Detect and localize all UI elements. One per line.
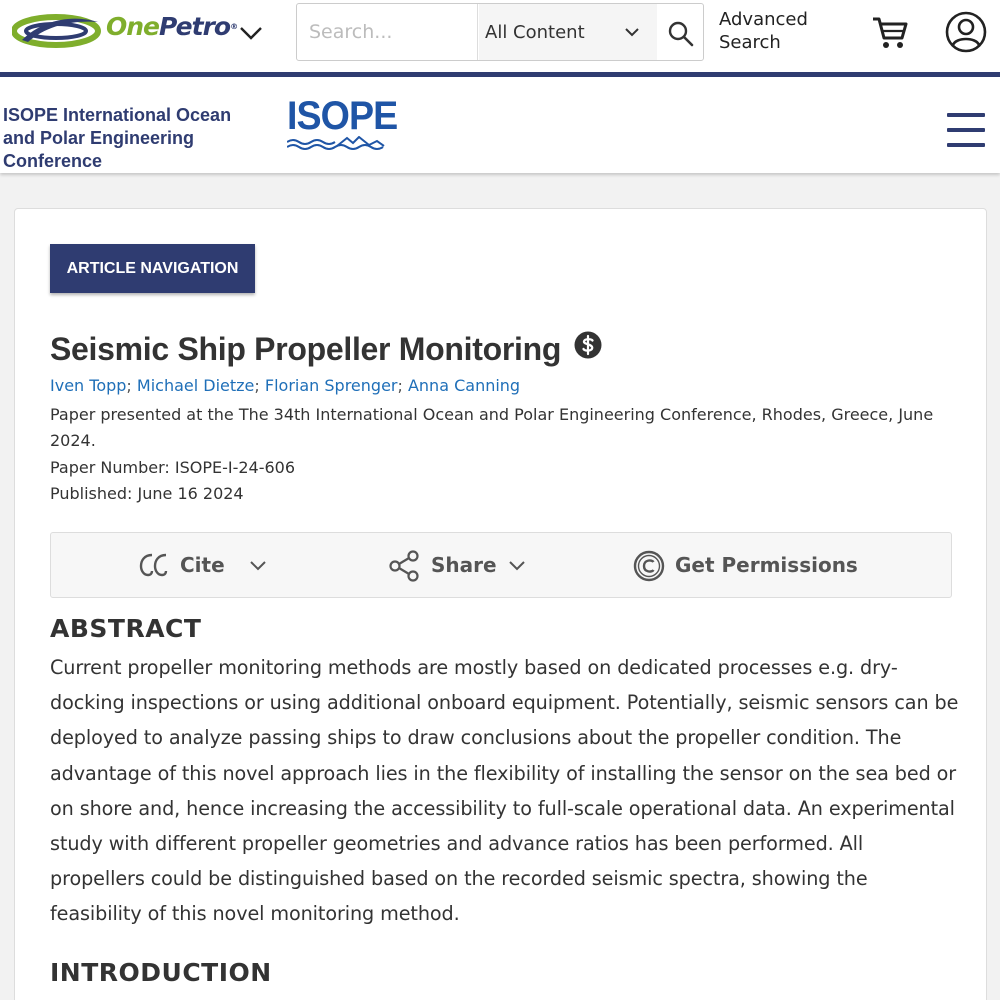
- article-title-row: [50, 329, 602, 369]
- share-label: Share: [431, 553, 497, 577]
- chevron-down-icon: [249, 559, 267, 573]
- logo-part-petro: Petro: [159, 12, 231, 41]
- onepetro-wordmark: [106, 13, 237, 41]
- copyright-icon: [633, 550, 665, 582]
- search-scope-value: All Content: [485, 22, 585, 43]
- get-permissions-button[interactable]: [633, 533, 873, 597]
- article-title: Seismic Ship Propeller Monitoring: [50, 331, 562, 367]
- isope-logo-text: ISOPE: [287, 94, 398, 138]
- published-date: Published: June 16 2024: [50, 484, 244, 503]
- author-separator: ;: [397, 376, 408, 395]
- search-bar: [296, 3, 704, 61]
- site-switcher-chevron-down-icon[interactable]: [238, 20, 264, 46]
- introduction-heading: INTRODUCTION: [50, 958, 272, 987]
- get-permissions-label: Get Permissions: [675, 553, 858, 577]
- advanced-search-line1: Advanced: [719, 9, 808, 30]
- author-separator: ;: [254, 376, 265, 395]
- isope-logo[interactable]: [287, 94, 398, 156]
- article-navigation-button[interactable]: ARTICLE NAVIGATION: [50, 244, 255, 293]
- author-link[interactable]: Anna Canning: [407, 376, 521, 395]
- cite-label: Cite: [180, 553, 225, 577]
- author-link[interactable]: Iven Topp: [50, 376, 127, 395]
- chevron-down-icon: [624, 24, 640, 40]
- share-icon: [389, 550, 421, 582]
- user-icon[interactable]: [944, 10, 988, 54]
- author-list: [50, 375, 520, 397]
- cite-button[interactable]: [139, 533, 269, 597]
- author-link[interactable]: Michael Dietze: [136, 376, 255, 395]
- waves-icon: [287, 136, 385, 152]
- top-header: [0, 0, 1000, 74]
- search-input[interactable]: [297, 4, 478, 60]
- author-link[interactable]: Florian Sprenger: [264, 376, 398, 395]
- advanced-search-link[interactable]: [719, 8, 829, 54]
- share-button[interactable]: [375, 533, 525, 597]
- paper-number: Paper Number: ISOPE-I-24-606: [50, 458, 296, 477]
- advanced-search-line2: Search: [719, 32, 781, 53]
- conference-name[interactable]: ISOPE International Ocean and Polar Engineering Conference: [3, 105, 232, 171]
- abstract-heading: ABSTRACT: [50, 614, 202, 643]
- logo-part-one: One: [106, 12, 160, 41]
- chevron-down-icon: [508, 559, 526, 573]
- presentation-info: Paper presented at the The 34th International Ocean and Polar Engineering Conference, Rhodes, Greece, June 2024.: [50, 405, 934, 450]
- onepetro-logo[interactable]: [12, 10, 238, 52]
- article-card: [14, 208, 987, 1000]
- logo-registered-mark: ®: [230, 22, 238, 31]
- onepetro-swoosh-icon: [12, 12, 104, 50]
- menu-icon[interactable]: [947, 113, 985, 147]
- author-separator: ;: [126, 376, 137, 395]
- cite-icon: [139, 552, 169, 578]
- conference-bar: [0, 77, 1000, 173]
- abstract-body: Current propeller monitoring methods are mostly based on dedicated processes e.g. dry-docking inspections or using additional onboard equipment. Potentially, seismic sensors can be deployed to analyze passing ships to draw conclusions about the propeller condition. The advantage of this novel approach lies in the flexibility of installing the sensor on the sea bed or on shore and, hence increasing the accessibility to full-scale operational data. An experimental study with different propeller geometries and advance ratios has been performed. All propellers could be distinguished based on the recorded seismic spectra, showing the feasibility of this novel monitoring method.: [50, 656, 959, 926]
- search-button[interactable]: [667, 20, 695, 48]
- search-scope-select[interactable]: [479, 4, 657, 60]
- cart-icon[interactable]: [870, 12, 910, 52]
- article-tools-bar: [50, 532, 952, 598]
- dollar-icon: [574, 331, 602, 359]
- search-icon: [667, 20, 695, 48]
